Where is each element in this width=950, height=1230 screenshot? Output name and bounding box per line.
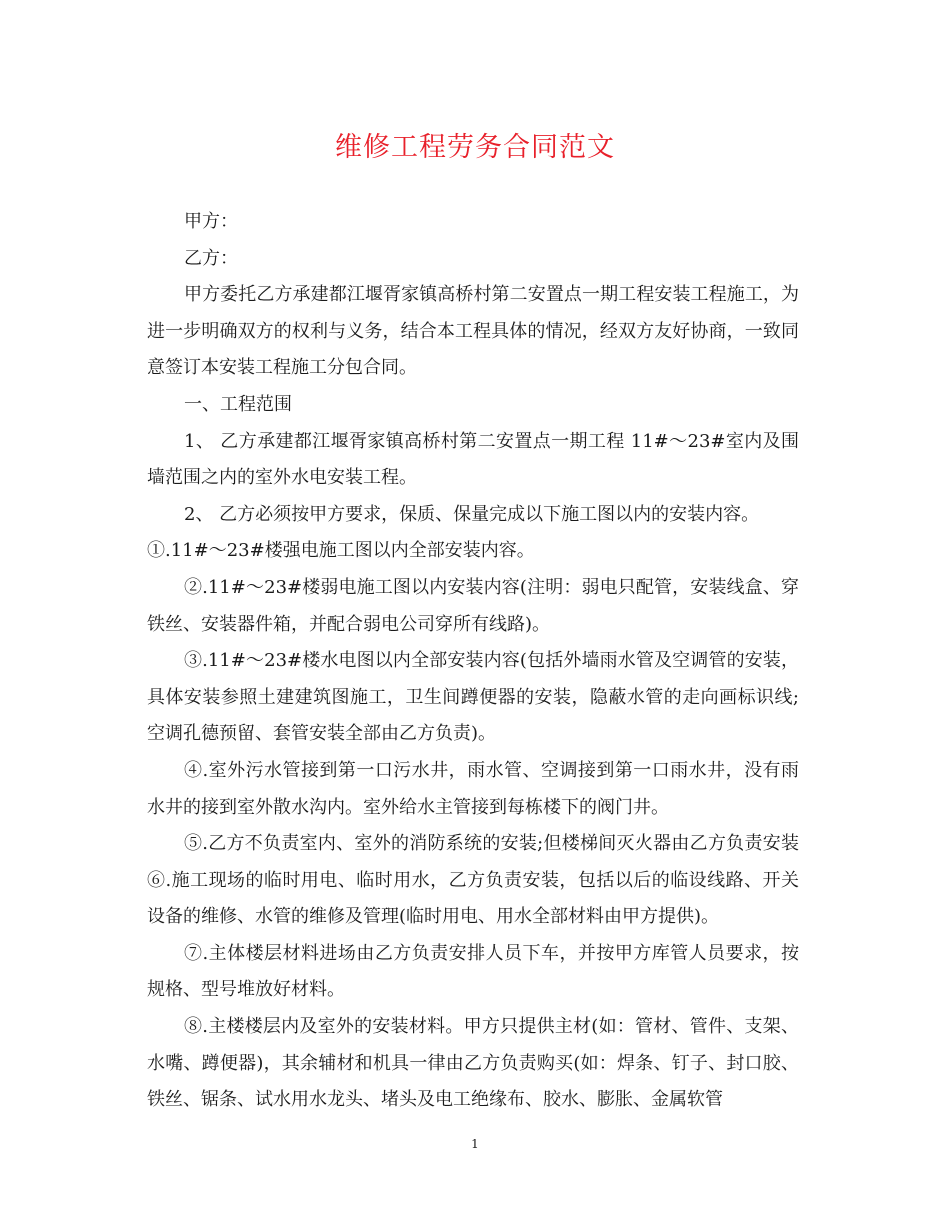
item-7: ⑦.主体楼层材料进场由乙方负责安排人员下车，并按甲方库管人员要求，按规格、型号堆放好材料。: [147, 942, 799, 1001]
item-2: ②.11#～23#楼弱电施工图以内安装内容(注明：弱电只配管，安装线盒、穿铁丝、安装器件箱，并配合弱电公司穿所有线路)。: [147, 576, 799, 635]
clause-1: 1、 乙方承建都江堰胥家镇高桥村第二安置点一期工程 11#～23#室内及围墙范围之内的室外水电安装工程。: [147, 430, 799, 489]
party-b-line: 乙方：: [184, 247, 238, 269]
item-3: ③.11#～23#楼水电图以内全部安装内容(包括外墙雨水管及空调管的安装，具体安装参照土建建筑图施工，卫生间蹲便器的安装，隐蔽水管的走向画标识线;空调孔德预留、套管安装全部由乙方负责)。: [147, 650, 799, 745]
page-number: 1: [471, 1137, 479, 1151]
item-4: ④.室外污水管接到第一口污水井，雨水管、空调接到第一口雨水井，没有雨水井的接到室外散水沟内。室外给水主管接到每栋楼下的阀门井。: [147, 759, 799, 818]
item-1: ①.11#～23#楼强电施工图以内全部安装内容。: [147, 540, 535, 562]
party-a-line: 甲方：: [184, 211, 238, 232]
item-5-6: ⑤.乙方不负责室内、室外的消防系统的安装;但楼梯间灭火器由乙方负责安装 ⑥.施工现场的临时用电、临时用水，乙方负责安装，包括以后的临设线路、开关设备的维修、水管的维修及管理(临时用电、用水全部材料由甲方提供)。: [147, 833, 799, 928]
document-body: [147, 204, 799, 1119]
preamble-paragraph: 甲方委托乙方承建都江堰胥家镇高桥村第二安置点一期工程安装工程施工，为进一步明确双方的权利与义务，结合本工程具体的情况，经双方友好协商，一致同意签订本安装工程施工分包合同。: [147, 284, 799, 379]
clause-2: 2、 乙方必须按甲方要求，保质、保量完成以下施工图以内的安装内容。: [184, 503, 760, 525]
section-heading-scope: 一、工程范围: [184, 393, 292, 415]
page-title: 维修工程劳务合同范文: [335, 132, 615, 163]
item-8: ⑧.主楼楼层内及室外的安装材料。甲方只提供主材(如：管材、管件、支架、水嘴、蹲便器)，其余辅材和机具一律由乙方负责购买(如：焊条、钉子、封口胶、铁丝、锯条、试水用水龙头、堵头及电工绝缘布、胶水、膨胀、金属软管: [147, 1016, 799, 1111]
